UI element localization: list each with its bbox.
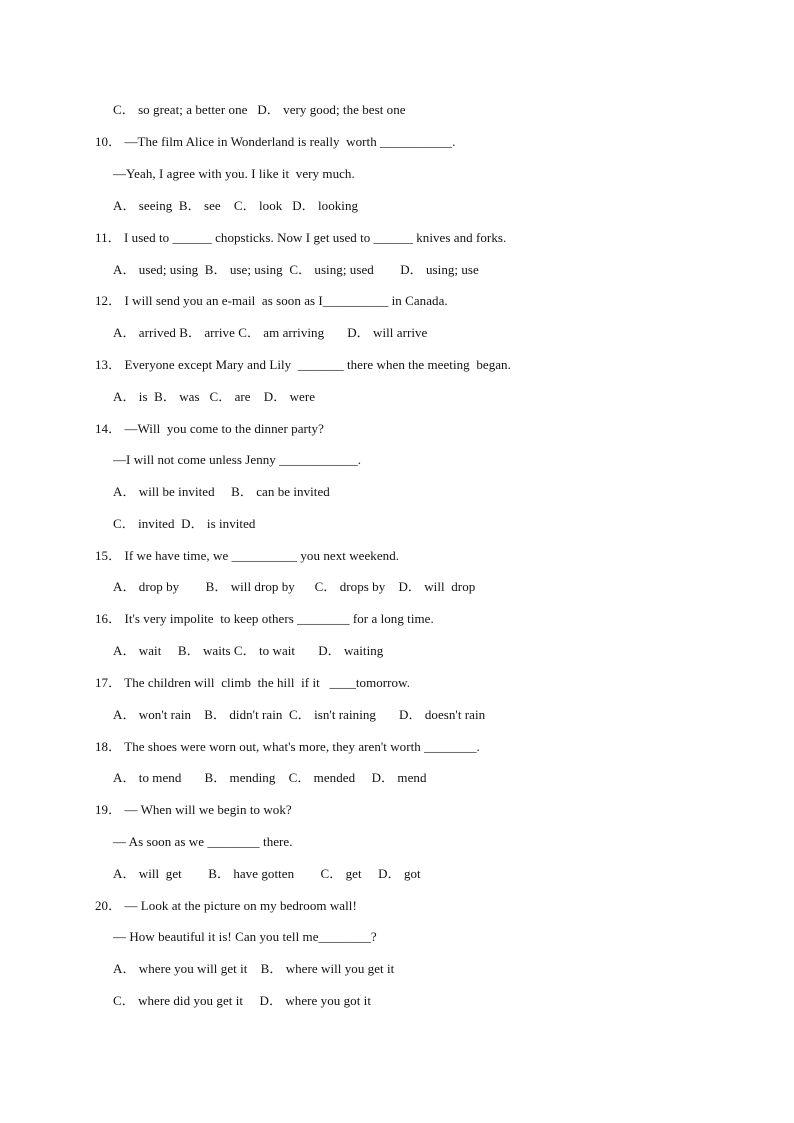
question-20-response: — How beautiful it is! Can you tell me________? [113, 929, 377, 944]
option-line-9-cd: C． so great; a better one D． very good; the best one [113, 102, 406, 117]
question-14: 14． —Will you come to the dinner party? [95, 421, 324, 436]
question-19: 19． — When will we begin to wok? [95, 802, 292, 817]
question-11-options: A． used; using B． use; using C． using; used D． using; use [113, 262, 479, 277]
question-15-options: A． drop by B． will drop by C． drops by D． will drop [113, 579, 476, 594]
question-18-options: A． to mend B． mending C． mended D． mend [113, 770, 427, 785]
question-16-options: A． wait B． waits C． to wait D． waiting [113, 643, 384, 658]
question-20: 20． — Look at the picture on my bedroom wall! [95, 898, 357, 913]
question-15: 15． If we have time, we __________ you next weekend. [95, 548, 400, 563]
question-12-options: A． arrived B． arrive C． am arriving D． will arrive [113, 325, 428, 340]
question-14-response: —I will not come unless Jenny ____________. [113, 452, 362, 467]
question-10-options: A． seeing B． see C． look D． looking [113, 198, 359, 213]
question-11: 11． I used to ______ chopsticks. Now I get used to ______ knives and forks. [95, 230, 507, 245]
question-20-options-cd: C． where did you get it D． where you got it [113, 993, 371, 1008]
question-19-options: A． will get B． have gotten C． get D． got [113, 866, 421, 881]
question-10-response: —Yeah, I agree with you. I like it very much. [113, 166, 355, 181]
question-14-options-ab: A． will be invited B． can be invited [113, 484, 330, 499]
question-13-options: A． is B． was C． are D． were [113, 389, 316, 404]
question-16: 16． It's very impolite to keep others ________ for a long time. [95, 611, 434, 626]
question-14-options-cd: C． invited D． is invited [113, 516, 256, 531]
question-20-options-ab: A． where you will get it B． where will you get it [113, 961, 395, 976]
question-17-options: A． won't rain B． didn't rain C． isn't raining D． doesn't rain [113, 707, 486, 722]
question-10: 10． —The film Alice in Wonderland is really worth ___________. [95, 134, 456, 149]
question-18: 18． The shoes were worn out, what's more, they aren't worth ________. [95, 739, 480, 754]
question-12: 12． I will send you an e-mail as soon as I__________ in Canada. [95, 293, 448, 308]
question-13: 13． Everyone except Mary and Lily _______ there when the meeting began. [95, 357, 511, 372]
question-19-response: — As soon as we ________ there. [113, 834, 293, 849]
question-17: 17． The children will climb the hill if it ____tomorrow. [95, 675, 411, 690]
